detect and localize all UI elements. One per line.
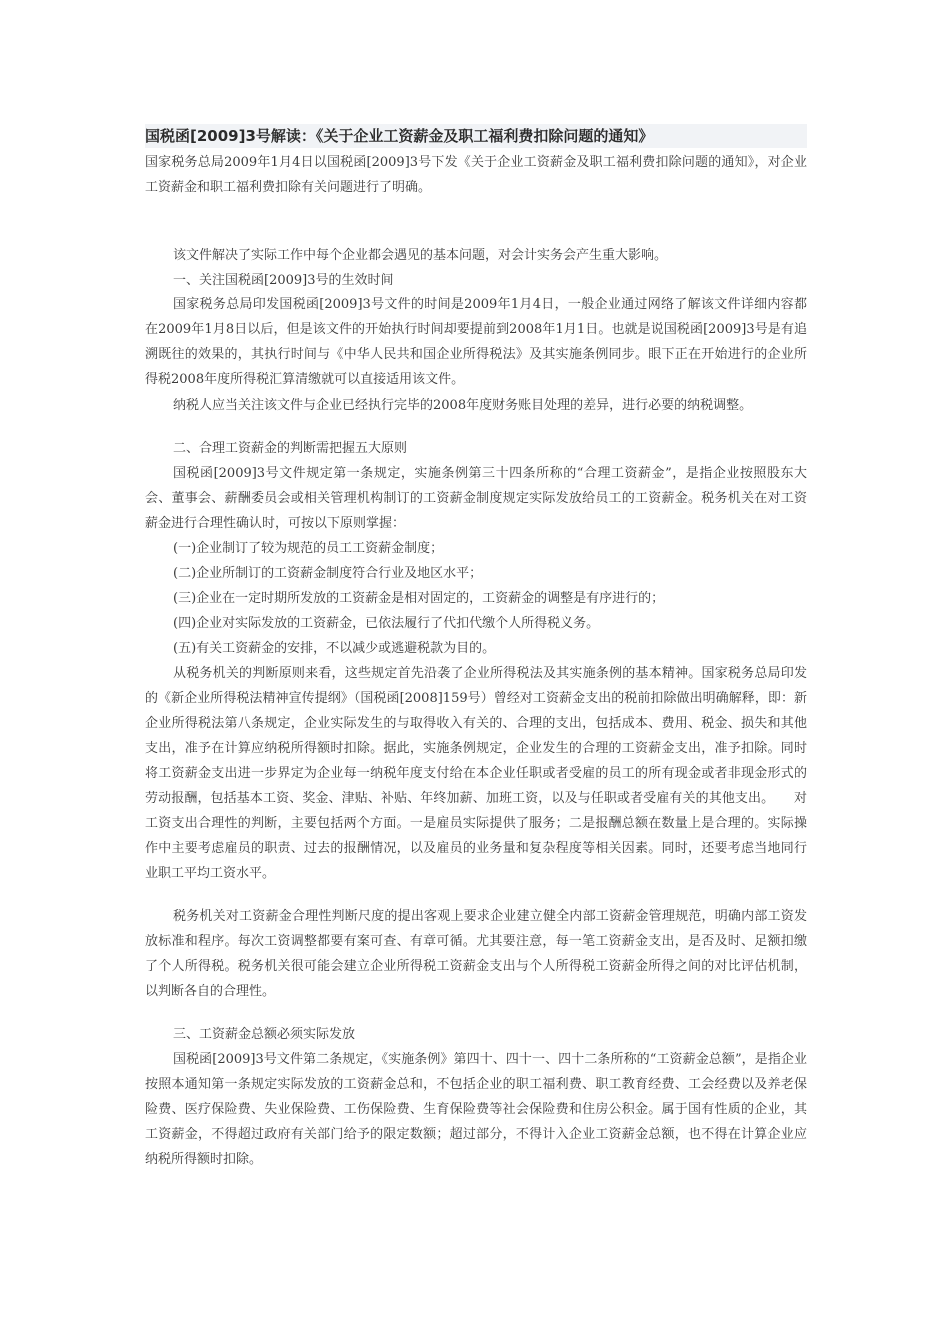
principle-list-item: (一)企业制订了较为规范的员工工资薪金制度；	[173, 541, 444, 556]
principle-list-item: (二)企业所制订的工资薪金制度符合行业及地区水平；	[173, 566, 483, 581]
section-1-paragraph-1: 国家税务总局印发国税函[2009]3号文件的时间是2009年1月4日，一般企业通过网络了解该文件详细内容都在2009年1月8日以后，但是该文件的开始执行时间却要提前到2008年1月1日。也就是说国税函[2009]3号是有追溯既往的效果的，其执行时间与《中华人民共和国企业所得税法》及其实施条例同步。眼下正在开始进行的企业所得税2008年度所得税汇算清缴就可以直接适用该文件。	[145, 297, 807, 387]
section-2-heading: 二、合理工资薪金的判断需把握五大原则	[173, 441, 408, 456]
intro-paragraph: 国家税务总局2009年1月4日以国税函[2009]3号下发《关于企业工资薪金及职工福利费扣除问题的通知》，对企业工资薪金和职工福利费扣除有关问题进行了明确。	[145, 155, 807, 195]
principle-list-item: (五)有关工资薪金的安排，不以减少或逃避税款为目的。	[173, 641, 496, 656]
document-title: 国税函[2009]3号解读：《关于企业工资薪金及职工福利费扣除问题的通知》	[145, 127, 654, 145]
section-3-heading: 三、工资薪金总额必须实际发放	[173, 1027, 356, 1042]
section-2-paragraph-3: 税务机关对工资薪金合理性判断尺度的提出客观上要求企业建立健全内部工资薪金管理规范，明确内部工资发放标准和程序。每次工资调整都要有案可查、有章可循。尤其要注意，每一笔工资薪金支出，是否及时、足额扣缴了个人所得税。税务机关很可能会建立企业所得税工资薪金支出与个人所得税工资薪金所得之间的对比评估机制，以判断各自的合理性。	[145, 909, 807, 999]
section-1-heading: 一、关注国税函[2009]3号的生效时间	[173, 273, 394, 288]
principle-list-item: (四)企业对实际发放的工资薪金，已依法履行了代扣代缴个人所得税义务。	[173, 616, 600, 631]
section-3-paragraph-1: 国税函[2009]3号文件第二条规定，《实施条例》第四十、四十一、四十二条所称的“工资薪金总额”，是指企业按照本通知第一条规定实际发放的工资薪金总和，不包括企业的职工福利费、职工教育经费、工会经费以及养老保险费、医疗保险费、失业保险费、工伤保险费、生育保险费等社会保险费和住房公积金。属于国有性质的企业，其工资薪金，不得超过政府有关部门给予的限定数额；超过部分，不得计入企业工资薪金总额，也不得在计算企业应纳税所得额时扣除。	[145, 1052, 807, 1167]
section-1-paragraph-2: 纳税人应当关注该文件与企业已经执行完毕的2008年度财务账目处理的差异，进行必要的纳税调整。	[173, 398, 753, 413]
paragraph-impact: 该文件解决了实际工作中每个企业都会遇见的基本问题，对会计实务会产生重大影响。	[173, 248, 668, 263]
section-2-paragraph-1: 国税函[2009]3号文件规定第一条规定，实施条例第三十四条所称的“合理工资薪金”，是指企业按照股东大会、董事会、薪酬委员会或相关管理机构制订的工资薪金制度规定实际发放给员工的工资薪金。税务机关在对工资薪金进行合理性确认时，可按以下原则掌握：	[145, 466, 807, 531]
section-2-paragraph-2: 从税务机关的判断原则来看，这些规定首先沿袭了企业所得税法及其实施条例的基本精神。国家税务总局印发的《新企业所得税法精神宣传提纲》（国税函[2008]159号）曾经对工资薪金支出的税前扣除做出明确解释，即：新企业所得税法第八条规定，企业实际发生的与取得收入有关的、合理的支出，包括成本、费用、税金、损失和其他支出，准予在计算应纳税所得额时扣除。据此，实施条例规定，企业发生的合理的工资薪金支出，准予扣除。同时将工资薪金支出进一步界定为企业每一纳税年度支付给在本企业任职或者受雇的员工的所有现金或者非现金形式的劳动报酬，包括基本工资、奖金、津贴、补贴、年终加薪、加班工资，以及与任职或者受雇有关的其他支出。 对工资支出合理性的判断，主要包括两个方面。一是雇员实际提供了服务；二是报酬总额在数量上是合理的。实际操作中主要考虑雇员的职责、过去的报酬情况，以及雇员的业务量和复杂程度等相关因素。同时，还要考虑当地同行业职工平均工资水平。	[145, 666, 807, 881]
principle-list-item: (三)企业在一定时期所发放的工资薪金是相对固定的，工资薪金的调整是有序进行的；	[173, 591, 665, 606]
